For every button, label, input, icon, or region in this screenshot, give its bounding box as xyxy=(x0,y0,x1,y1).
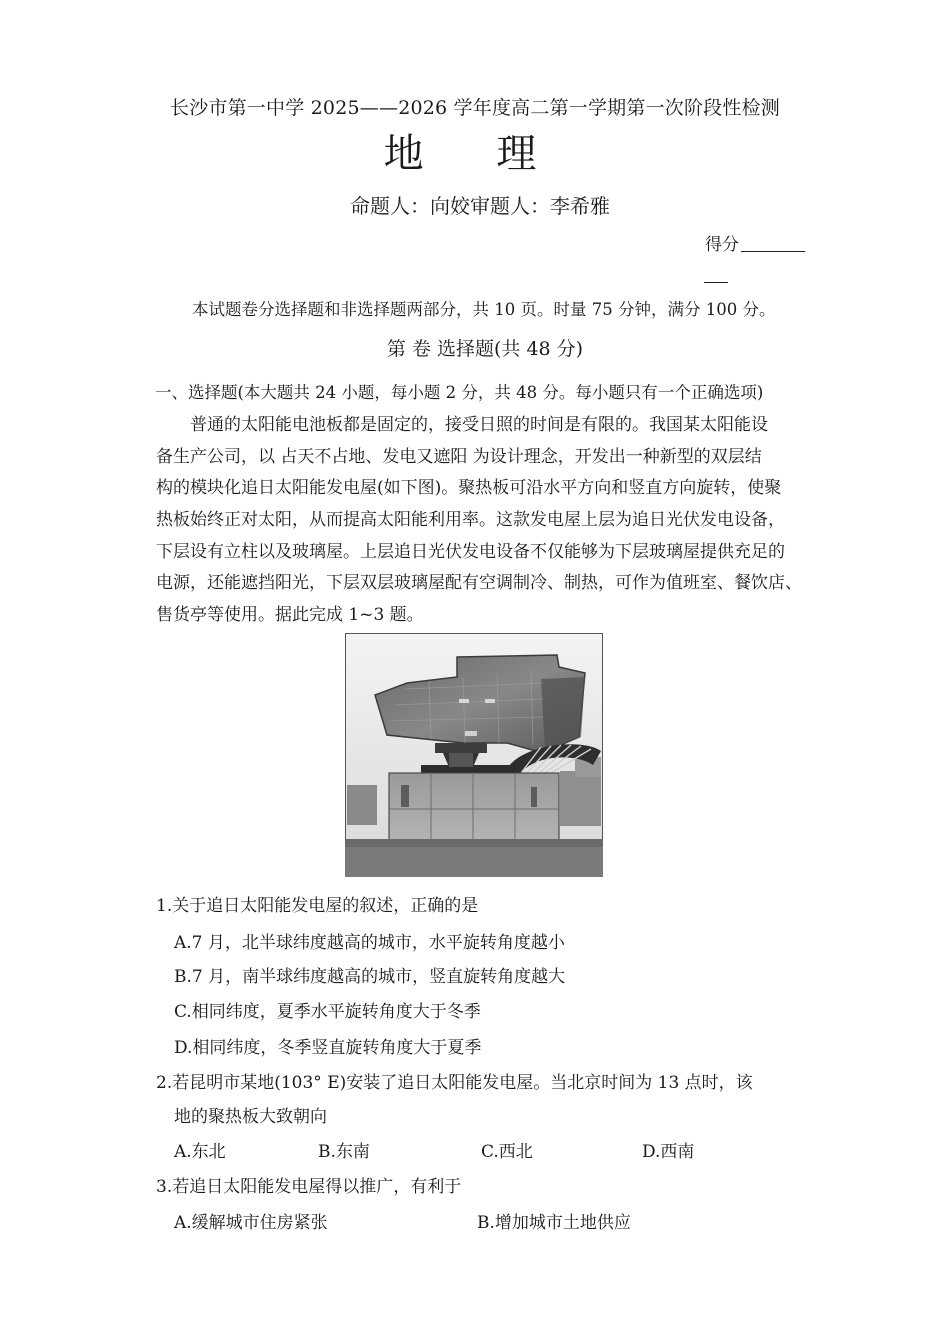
passage-line: 下层设有立柱以及玻璃屋。上层追日光伏发电设备不仅能够为下层玻璃屋提供充足的 xyxy=(156,541,785,562)
score-label: 得分 xyxy=(705,235,739,255)
question-2-option-c[interactable]: C.西北 xyxy=(481,1142,533,1162)
reading-passage xyxy=(156,410,818,632)
question-2-stem-continued: 地的聚热板大致朝向 xyxy=(174,1107,327,1127)
score-field xyxy=(705,230,805,255)
question-2-option-a[interactable]: A.东北 xyxy=(174,1142,226,1162)
passage-line: 电源，还能遮挡阳光，下层双层玻璃屋配有空调制冷、制热，可作为值班室、餐饮店、 xyxy=(156,573,802,594)
passage-line: 构的模块化追日太阳能发电屋(如下图)。聚热板可沿水平方向和竖直方向旋转，使聚 xyxy=(156,478,782,499)
question-2-stem: 2.若昆明市某地(103° E)安装了追日太阳能发电屋。当北京时间为 13 点时，该 xyxy=(156,1073,753,1093)
question-1-stem: 1.关于追日太阳能发电屋的叙述，正确的是 xyxy=(156,896,479,916)
question-3-option-a[interactable]: A.缓解城市住房紧张 xyxy=(174,1213,328,1233)
question-3-stem: 3.若追日太阳能发电屋得以推广，有利于 xyxy=(156,1177,462,1197)
part-heading: 一、选择题(本大题共 24 小题，每小题 2 分，共 48 分。每小题只有一个正确选项) xyxy=(155,383,764,402)
authors-line: 命题人：向姣审题人：李希雅 xyxy=(350,194,610,218)
score-blank[interactable] xyxy=(741,251,805,252)
question-1-option-a[interactable]: A.7 月，北半球纬度越高的城市，水平旋转角度越小 xyxy=(174,933,565,953)
passage-line: 备生产公司，以 占天不占地、发电又遮阳 为设计理念，开发出一种新型的双层结 xyxy=(156,446,762,467)
question-2-option-b[interactable]: B.东南 xyxy=(318,1142,370,1162)
score-blank-tail xyxy=(704,282,728,283)
exam-intro: 本试题卷分选择题和非选择题两部分，共 10 页。时量 75 分钟，满分 100 分。 xyxy=(192,300,776,319)
question-2-option-d[interactable]: D.西南 xyxy=(642,1142,695,1162)
question-3-option-b[interactable]: B.增加城市土地供应 xyxy=(477,1213,631,1233)
solar-house-photo xyxy=(345,633,603,877)
question-1-option-c[interactable]: C.相同纬度，夏季水平旋转角度大于冬季 xyxy=(174,1002,481,1022)
question-1-option-d[interactable]: D.相同纬度，冬季竖直旋转角度大于夏季 xyxy=(174,1038,482,1058)
subject-title: 地 理 xyxy=(383,131,567,177)
passage-line: 热板始终正对太阳，从而提高太阳能利用率。这款发电屋上层为追日光伏发电设备， xyxy=(156,510,785,531)
passage-line: 普通的太阳能电池板都是固定的，接受日照的时间是有限的。我国某太阳能设 xyxy=(190,415,768,435)
exam-header-line: 长沙市第一中学 2025——2026 学年度高二第一学期第一次阶段性检测 xyxy=(170,97,780,119)
passage-line: 售货亭等使用。据此完成 1~3 题。 xyxy=(156,605,424,626)
section-title: 第 卷 选择题(共 48 分) xyxy=(386,338,584,360)
question-1-option-b[interactable]: B.7 月，南半球纬度越高的城市，竖直旋转角度越大 xyxy=(174,967,566,987)
